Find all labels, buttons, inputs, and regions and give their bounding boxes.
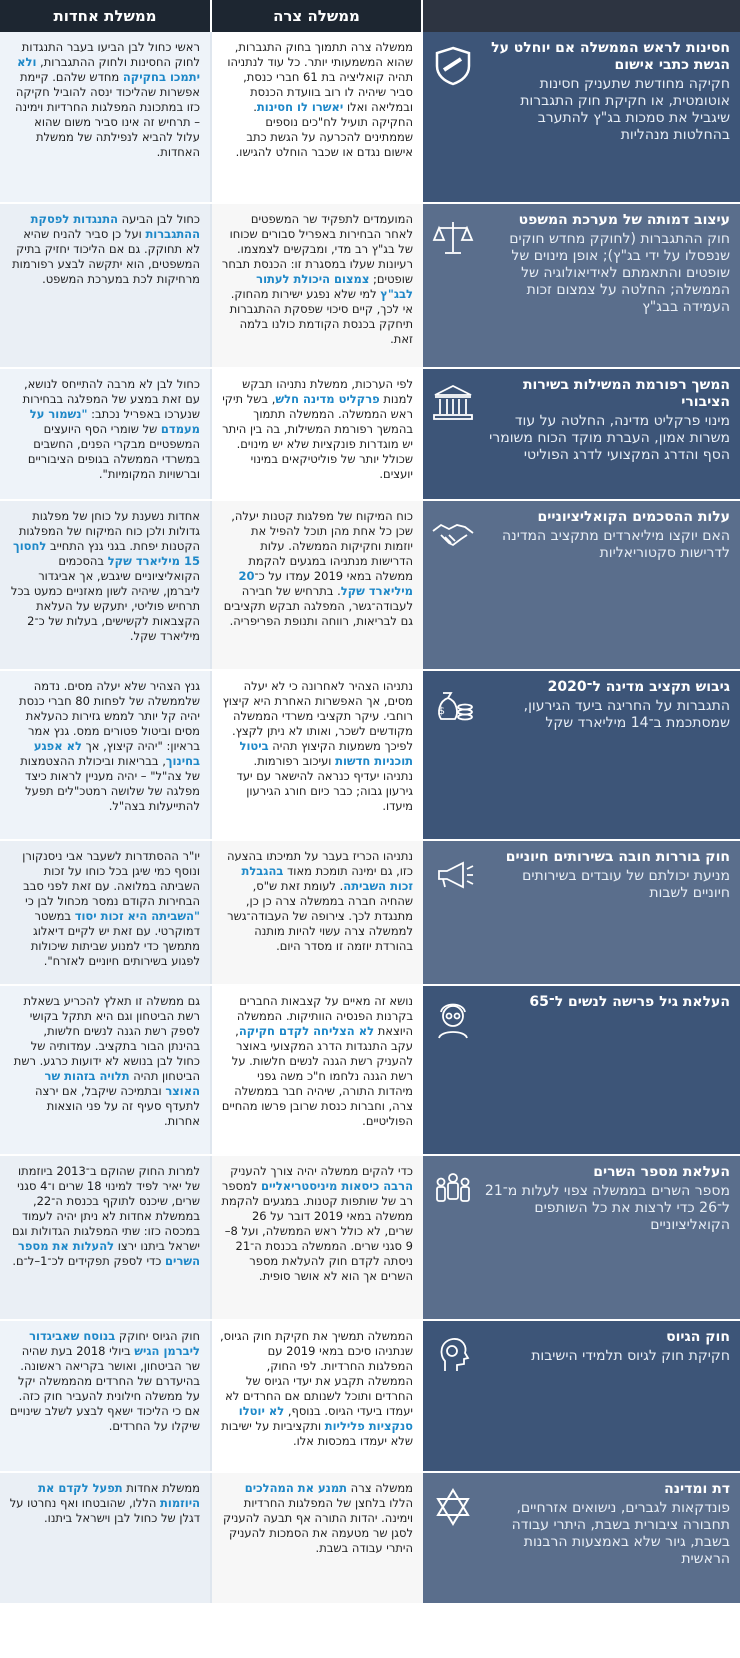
table-row <box>0 202 740 367</box>
highlight-text: להעלות את מספר השרים <box>17 1239 200 1268</box>
narrow-government-cell <box>210 1156 423 1319</box>
topic-description: חקיקה מחודשת שתעניק חסינות אוטומטית, או חקיקת חוק התגברות שיגביל את סמכות בג"ץ להתערב בהחלטות מנהליות <box>520 76 730 143</box>
star-of-david-icon <box>431 1485 475 1529</box>
table-row <box>0 499 740 669</box>
table-row <box>0 32 740 202</box>
header-narrow-government: ממשלה צרה <box>210 0 423 32</box>
body-text: נושא זה מאיים על קצבאות החברים בקרנות הפנסיה הוותיקות. הממשלה היוצאת <box>236 994 413 1038</box>
table-row <box>0 669 740 839</box>
body-text: גנץ הצהיר שלא יעלה מסים. נדמה שלממשלה של לפחות 80 חברי כנסת יהיה קל יותר לממש גזירות כהעלאת מסים וביטול פטורים ממס. גנץ אמר בראיון: "יהיה קיצוץ, אך <box>19 679 200 753</box>
topic-title: גיבוש תקציב מדינה ל־2020 <box>547 679 730 695</box>
body-text: למי שלא נפגע ישירות מהחוק. אי לכך, קיים סיכוי שפסקת ההתגברות תיחקק בכנסת הקודמת כולנו בלמה זאת. <box>229 287 413 346</box>
topic-cell <box>423 671 740 839</box>
topic-cell <box>423 1156 740 1319</box>
topic-cell <box>423 841 740 984</box>
table-row <box>0 1471 740 1603</box>
table-row <box>0 367 740 499</box>
topic-description: חקיקת חוק לגיוס תלמידי הישיבות <box>531 1348 730 1364</box>
header-topic-column <box>423 0 740 32</box>
group-icon <box>431 1168 475 1212</box>
highlight-text: לחסוך 15 מיליארד שקל <box>13 539 200 568</box>
unity-government-cell <box>0 986 210 1154</box>
elderly-woman-icon <box>431 998 475 1042</box>
topic-title: העלאת גיל פרישה לנשים ל־65 <box>529 994 730 1010</box>
highlight-text: תלויה בזהות שר האוצר <box>44 1069 200 1098</box>
body-text: נתניהו הכריז בעבר על תמיכתו בהצעה כזו, גם ימינה תומכת מאוד <box>226 849 413 878</box>
topic-title: חוק בוררות חובה בשירותים חיוניים <box>505 849 730 865</box>
body-text: למרות החוק שהוקם ב־2013 ביוזמתו של יאיר לפיד למינוי 18 שרים ו־4 סגני שרים, שיכנס לתוקף בכנסת ה־22, בממשלת אחדות לא ניתן יהיה לעמוד במכסה כזו: שתי המפלגות הגדולות וגם ישראל ביתנו ירצו <box>11 1164 200 1253</box>
body-text: נתניהו הצהיר לאחרונה כי לא יעלה מסים, אך האפשרות האחרת היא קיצוץ רוחבי. עיקר תקציבי משרדי הממשלה מקודשים לשכר, ואותו לא ניתן לקצץ. לפיכך משמעות הקיצוץ תהיה <box>222 679 413 753</box>
unity-government-cell <box>0 671 210 839</box>
body-text: לפי הערכות, ממשלת נתניהו תבקש למנות <box>242 377 413 406</box>
moneybag-icon <box>431 683 475 727</box>
body-text: אחדות נשענת על כוחן של מפלגות גדולות ולכן כוח המיקוח של המפלגות הקטנות יפחת. בגני גנץ התחייב <box>18 509 200 553</box>
body-text: גם ממשלה זו תאלץ להכריע בשאלת רשת הביטחון וגם היא תתקל בקושי לספק רשת הגנה לנשים חלשות, בהינתן הבור בתקציב. עמדותיה של כחול לבן בנושא לא ידועות כרגע. רשת הביטחון תהיה <box>13 994 200 1083</box>
handshake-icon <box>431 513 475 557</box>
institution-icon <box>431 381 475 425</box>
unity-government-cell <box>0 204 210 367</box>
topic-description: מינוי פרקליט מדינה, החלטה על עוד משרות אמון, העברת מוקד הכוח משומרי הסף והדרג המקצועי לדרג הפוליטי <box>489 413 730 463</box>
narrow-government-cell <box>210 501 423 669</box>
narrow-government-cell <box>210 671 423 839</box>
unity-government-cell <box>0 1156 210 1319</box>
body-text: . בתרחיש של חבירה לעבודה־גשר, המפלגה תבקש תקציבים גם לבריאות, רווחה ותנופת הפריפריה. <box>223 584 413 628</box>
highlight-text: תמנע את המהלכים <box>244 1481 348 1495</box>
scales-icon <box>431 216 475 260</box>
body-text: הללו בלחצן של המפלגות החרדיות וימינה. יהדות התורה אף תבעה להעניק לסגן שר מטעמה את הסמכות להעניק היתרי עבודה בשבת. <box>223 1496 413 1555</box>
topic-description: האם יוקצו מיליארדים מתקציב המדינה לדרישות סקטוריאליות <box>502 528 730 561</box>
highlight-text: בהגבלת זכות השביתה <box>241 864 413 893</box>
highlight-text: בנוסח שאביגדור ליברמן הגיש <box>29 1329 200 1358</box>
narrow-government-cell <box>210 369 423 499</box>
body-text: כחול לבן לא מרבה להתייחס לנושא, עם זאת במצע של המפלגה בבחירות שנערכו באפריל נכתב: <box>22 377 200 421</box>
topic-title: חסינות לראש הממשלה אם יוחלט על הגשת כתבי אישום <box>491 40 730 73</box>
body-text: המועמדים לתפקיד שר המשפטים לאחר הבחירות באפריל סבורים שכוחו של בג"ץ רב מדי, ומבקשים לצמצמו. רעיונות שעלו במסגרת זו: הכנסת תבחר שופטים; <box>221 212 413 286</box>
unity-government-cell <box>0 32 210 202</box>
highlight-text: לא יוטלו סנקציות פליליות <box>238 1404 413 1433</box>
body-text: ותקציביות על ישיבות שלא יעמדו במכסות אלו. <box>221 1419 413 1448</box>
body-text: , עקב התנגדות הדרג המקצועי באוצר להעניק רשת הגנה לנשים חלשות. על רשת הגנה נלחמו ח"כ משה גפני מיהדות התורה, שיהיה חבר בממשלה צרה, וחברות כנסת שרובן פרשו מהחיים הפוליטיים. <box>221 1024 413 1128</box>
topic-description: חוק ההתגברות (לחוקק מחדש חוקים שנפסלו על ידי בג"ץ); אופן מינוים של שופטים והתאמתם לאידיאולוגיה של הממשלה; החלטה על צמצום זכות העמידה בבג"ץ <box>509 231 730 315</box>
highlight-text: לא הצליחה לקדם חקיקה <box>238 1024 375 1038</box>
highlight-text: הרבה כיסאות מיניסטריאליים <box>261 1179 413 1193</box>
highlight-text: התנגדות לפסקת ההתגברות <box>30 212 200 241</box>
body-text: ביולי 2018 בעת שהיה שר הביטחון, ואושר בקריאה ראשונה. בהיעדרם של החרדים מהממשלה יקל על ממשלה חילונית להעביר חוק כזה. אם כי הליכוד ישאף לבצע לשלב שינויים שיקלו על החרדים. <box>9 1344 200 1433</box>
highlight-text: "נשמור על מעמדם <box>29 407 200 436</box>
topic-description: מניעת יכולתם של עובדים בשירותים חיוניים לשבות <box>522 868 730 901</box>
narrow-government-cell <box>210 32 423 202</box>
unity-government-cell <box>0 1473 210 1603</box>
body-text: ממשלת אחדות <box>122 1481 200 1495</box>
body-text: ועל כן סביר להניח שהיא לא תחוקק. גם אם הליכוד יחזיק בתיק המשפטים, הוא יתקשה לבצע רפורמות מרחיקות לכת במערכת המשפט. <box>12 227 200 286</box>
narrow-government-cell <box>210 841 423 984</box>
topic-title: עלות ההסכמים הקואליציוניים <box>537 509 730 525</box>
header-unity-government: ממשלת אחדות <box>0 0 210 32</box>
body-text: , בשל תיקי ראש הממשלה. הממשלה תתמוך בהמשך רפורמת המשילות, בה בין היתר יש מוגדרות פונקציות שלא יש מינוים. שכולל יותר של פוליטיקאים במינוי יועצים. <box>222 392 413 481</box>
body-text: ממשלה צרה תתמוך בחוק התגברות, שהוא המשמעותי יותר. כל עוד לנתניהו תהיה קואליציה בת 61 חברי כנסת, סביר שיהיה לו רוב בוועדת הכנסת ובמליאה ואלו <box>227 40 413 114</box>
topic-title: המשך רפורמת המשילות בשירות הציבורי <box>522 377 730 410</box>
highlight-text: ביטול תוכניות חדשות <box>239 739 413 768</box>
topic-cell <box>423 1321 740 1471</box>
table-row <box>0 1154 740 1319</box>
table-body <box>0 32 740 1603</box>
body-text: ובתמיכה שיקבל, אם ירצה לתעדף סעיף זה על פני הוצאות אחרות. <box>34 1084 200 1128</box>
topic-cell <box>423 986 740 1154</box>
topic-cell <box>423 32 740 202</box>
body-text: יו"ר ההסתדרות לשעבר אבי ניסנקורן ונוסף כמי שיגן בכל כוחו על זכות השביתה במלואה. עם זאת לפני סבב הבחירות הקודם נמסר מכחול לבן כי <box>22 849 200 908</box>
topic-cell <box>423 369 740 499</box>
highlight-text: לא אפגע בחינוך <box>33 739 200 768</box>
topic-description: התגברות על החריגה ביעד הגירעון, שמסתכמת ב־14 מיליארד שקל <box>523 698 730 731</box>
table-row <box>0 1319 740 1471</box>
body-text: חוק הגיוס יחוקק <box>115 1329 200 1343</box>
body-text: ראשי כחול לבן הביעו בעבר התנגדות לחוק החסינות ולחוק ההתגברות, <box>21 40 200 69</box>
topic-cell <box>423 501 740 669</box>
megaphone-icon <box>431 853 475 897</box>
body-text: . לעומת זאת ש"ס, שהחיה חברה בממשלה צרה כן כן, מתנגדת לכך. צירופה של העבודה־גשר לממשלה צרה עשוי להיות מותנה בהורדת יוזמה זו מסדר היום. <box>227 879 413 953</box>
body-text: הללו, שהובטחו ואף נחרטו על דגלן של כחול לבן וישראל ביתנו. <box>9 1496 200 1525</box>
highlight-text: צמצום היכולת לעתור לבג"ץ <box>256 272 413 301</box>
head-profile-icon <box>431 1333 475 1377</box>
svg-text:$: $ <box>438 706 445 717</box>
narrow-government-cell <box>210 986 423 1154</box>
table-row <box>0 984 740 1154</box>
body-text: בהסכמים הקואליציוניים שיגבש, אך אביגדור ליברמן, שיהיה לשון מאזניים כמעט בכל תרחיש פוליטי, יתעקש על העלאת הקצבאות לקשישים, בעלות של כ־2 מיליארד שקל. <box>10 554 200 643</box>
unity-government-cell <box>0 369 210 499</box>
topic-cell <box>423 1473 740 1603</box>
topic-title: דת ומדינה <box>664 1481 730 1497</box>
topic-description: פונדקאות לגברים, נישואים אזרחיים, תחבורה ציבורית בשבת, היתרי עבודה בשבת, גיור שלא באמצעות הרבנות הראשית <box>511 1500 730 1567</box>
highlight-text: פרקליט מדינה חלש <box>275 392 380 406</box>
highlight-text: תפעל לקדם את היוזמות <box>38 1481 200 1510</box>
narrow-government-cell <box>210 1321 423 1471</box>
table-row <box>0 839 740 984</box>
table-header <box>0 0 740 32</box>
topic-description: מספר השרים בממשלה צפוי לעלות מ־21 ל־26 כדי לרצות את כל השותפים הקואליציוניים <box>484 1183 730 1233</box>
shield-icon <box>431 44 475 88</box>
body-text: כדי להקים ממשלה יהיה צורך להעניק <box>230 1164 413 1178</box>
unity-government-cell <box>0 501 210 669</box>
unity-government-cell <box>0 1321 210 1471</box>
body-text: במשטר דמוקרטי. עם זאת יש לקיים דיאלוג מתמשך כדי למנוע שביתות שיכולות לפגוע בשירותים חיוניים לאזרח". <box>30 909 200 968</box>
body-text: הממשלה תמשיך את חקיקת חוק הגיוס, שנתניהו סיכם במאי 2019 עם המפלגות החרדיות. לפי החוק, הממשלה תקבע את יעדי הגיוס של החרדים ותוכל לשנותם אם החרדים לא יעמדו ביעדי הגיוס. בנוסף, <box>220 1329 413 1418</box>
body-text: ועיכוב רפורמות. נתניהו יעדיף כנראה להישאר עם יעד גירעון גבוה; כבר כיום חורג הגירעון מיעדו. <box>236 754 413 813</box>
topic-title: עיצוב דמותה של מערכת המשפט <box>518 212 730 228</box>
body-text: . החקיקה תועיל לח"כים נוספים שממתינים להכרעה על הגשת כתב אישום נגדם או שכבר הוחלט להגישו. <box>235 100 413 159</box>
highlight-text: 20 מיליארד שקל <box>238 569 413 598</box>
body-text: כוח המיקוח של מפלגות קטנות יעלה, שכן כל אחת מהן תוכל להפיל את יוזמות וחקיקות הממשלה. עלות הדרישות מנתניהו במגעים להקמת ממשלה במאי 2019 עמדו על כ־ <box>231 509 413 583</box>
body-text: של שומרי הסף היועצים המשפטיים מבקרי הפנים, החשבים במשרדי הממשלה בגופים הציבוריים וברשויות המקומיות". <box>27 422 200 481</box>
topic-title: העלאת מספר השרים <box>593 1164 730 1180</box>
body-text: כדי לספק תפקידים לכ־1–ל־ם. <box>12 1254 166 1268</box>
narrow-government-cell <box>210 1473 423 1603</box>
topic-title: חוק הגיוס <box>666 1329 730 1345</box>
unity-government-cell <box>0 841 210 984</box>
body-text: מחדש שלהם. קיימת אפשרות שהליכוד ינסה להוביל חקיקה כזו במתכונת המפלגות החרדיות וימינה – תרחיש זה אינו סביר משום שהוא עלול להביא לנפילתה של ממשלת האחדות. <box>15 70 200 159</box>
body-text: למספר רב של שותפות קטנות. במגעים להקמת ממשלה במאי 2019 דובר על 26 שרים, לא כולל ראש הממשלה, ועל 8–9 סגני שרים. הממשלה בכנסת ה־21 ניסתה לקדם חוק להעלאת מספר השרים אך הוא לא אושר סופית. <box>221 1179 413 1283</box>
narrow-government-cell <box>210 204 423 367</box>
highlight-text: "השביתה היא זכות יסוד <box>74 909 200 923</box>
body-text: , בבריאות וביכולת ההצטמצות של צה"ל" – יהיה מעניין לראות כיצד מפלגה של שלושה רמטכ"לים תפעל להתייעלות בצה"ל. <box>20 754 200 813</box>
body-text: כחול לבן הביעה <box>118 212 200 226</box>
body-text: ממשלה צרה <box>347 1481 413 1495</box>
topic-cell <box>423 204 740 367</box>
highlight-text: ולא יתמכו בחקיקה <box>17 55 200 84</box>
highlight-text: יאשרו לו חסינות <box>256 100 344 114</box>
